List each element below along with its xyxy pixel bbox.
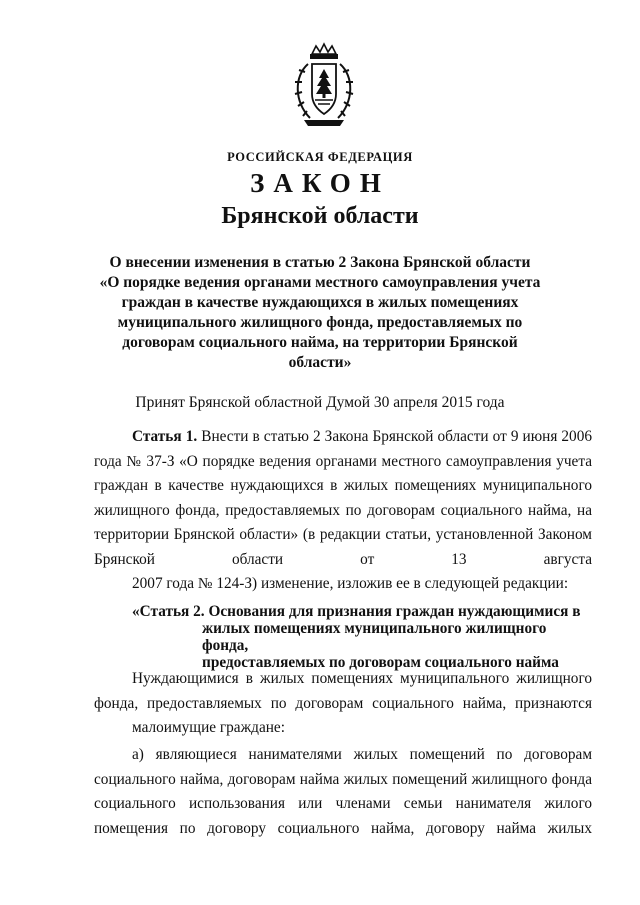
- coat-of-arms-icon: [288, 42, 360, 130]
- adoption-note: Принят Брянской областной Думой 30 апреля 2015 года: [135, 394, 505, 411]
- subject-line: граждан в качестве нуждающихся в жилых помещениях: [121, 294, 519, 311]
- document-type-title: ЗАКОН: [250, 168, 390, 198]
- subject-line: «О порядке ведения органами местного самоуправления учета: [99, 274, 541, 291]
- needy-last-line: малоимущие граждане:: [132, 719, 285, 736]
- subject-line: О внесении изменения в статью 2 Закона Брянской области: [109, 254, 531, 271]
- article-1-text: Внести в статью 2 Закона Брянской области от 9 июня 2006 года № 37-З «О порядке ведения органами местного самоуправления учета граждан в качестве нуждающихся в жилых помещениях муниципального жилищного фонда, предоставляемых по договорам социального найма, на территории Брянской области» (в редакции статьи, установленной Законом Брянской области от 13 августа: [94, 428, 592, 568]
- region-title: Брянской области: [221, 203, 419, 229]
- subject-line: муниципального жилищного фонда, предоставляемых по: [117, 314, 523, 331]
- article-2-heading-line: предоставляемых по договорам социального найма: [202, 654, 559, 671]
- subject-line: области»: [288, 354, 352, 371]
- subject-line: договорам социального найма, на территории Брянской: [122, 334, 518, 351]
- needy-text: Нуждающимися в жилых помещениях муниципального жилищного фонда, предоставляемых по договорам социального найма, признаются: [94, 670, 592, 712]
- law-subject: [80, 253, 560, 373]
- item-a-text: а) являющиеся нанимателями жилых помещений по договорам социального найма, договорам найма жилых помещений жилищного фонда социального использования или членами семьи нанимателя жилого помещения по договору социального найма, договору найма жилых: [94, 746, 592, 837]
- article-1-label: Статья 1.: [132, 428, 198, 445]
- article-1-paragraph: [94, 425, 592, 597]
- item-a-paragraph: [94, 743, 592, 841]
- article-2-heading: [132, 603, 592, 671]
- country-name: РОССИЙСКАЯ ФЕДЕРАЦИЯ: [227, 150, 413, 164]
- article-2-heading-line: «Статья 2. Основания для признания граждан нуждающимися в: [132, 603, 581, 620]
- article-2-heading-line: жилых помещениях муниципального жилищного фонда,: [202, 620, 547, 654]
- article-1-last-line: 2007 года № 124-З) изменение, изложив ее в следующей редакции:: [132, 575, 569, 592]
- needy-citizens-paragraph: [94, 667, 592, 741]
